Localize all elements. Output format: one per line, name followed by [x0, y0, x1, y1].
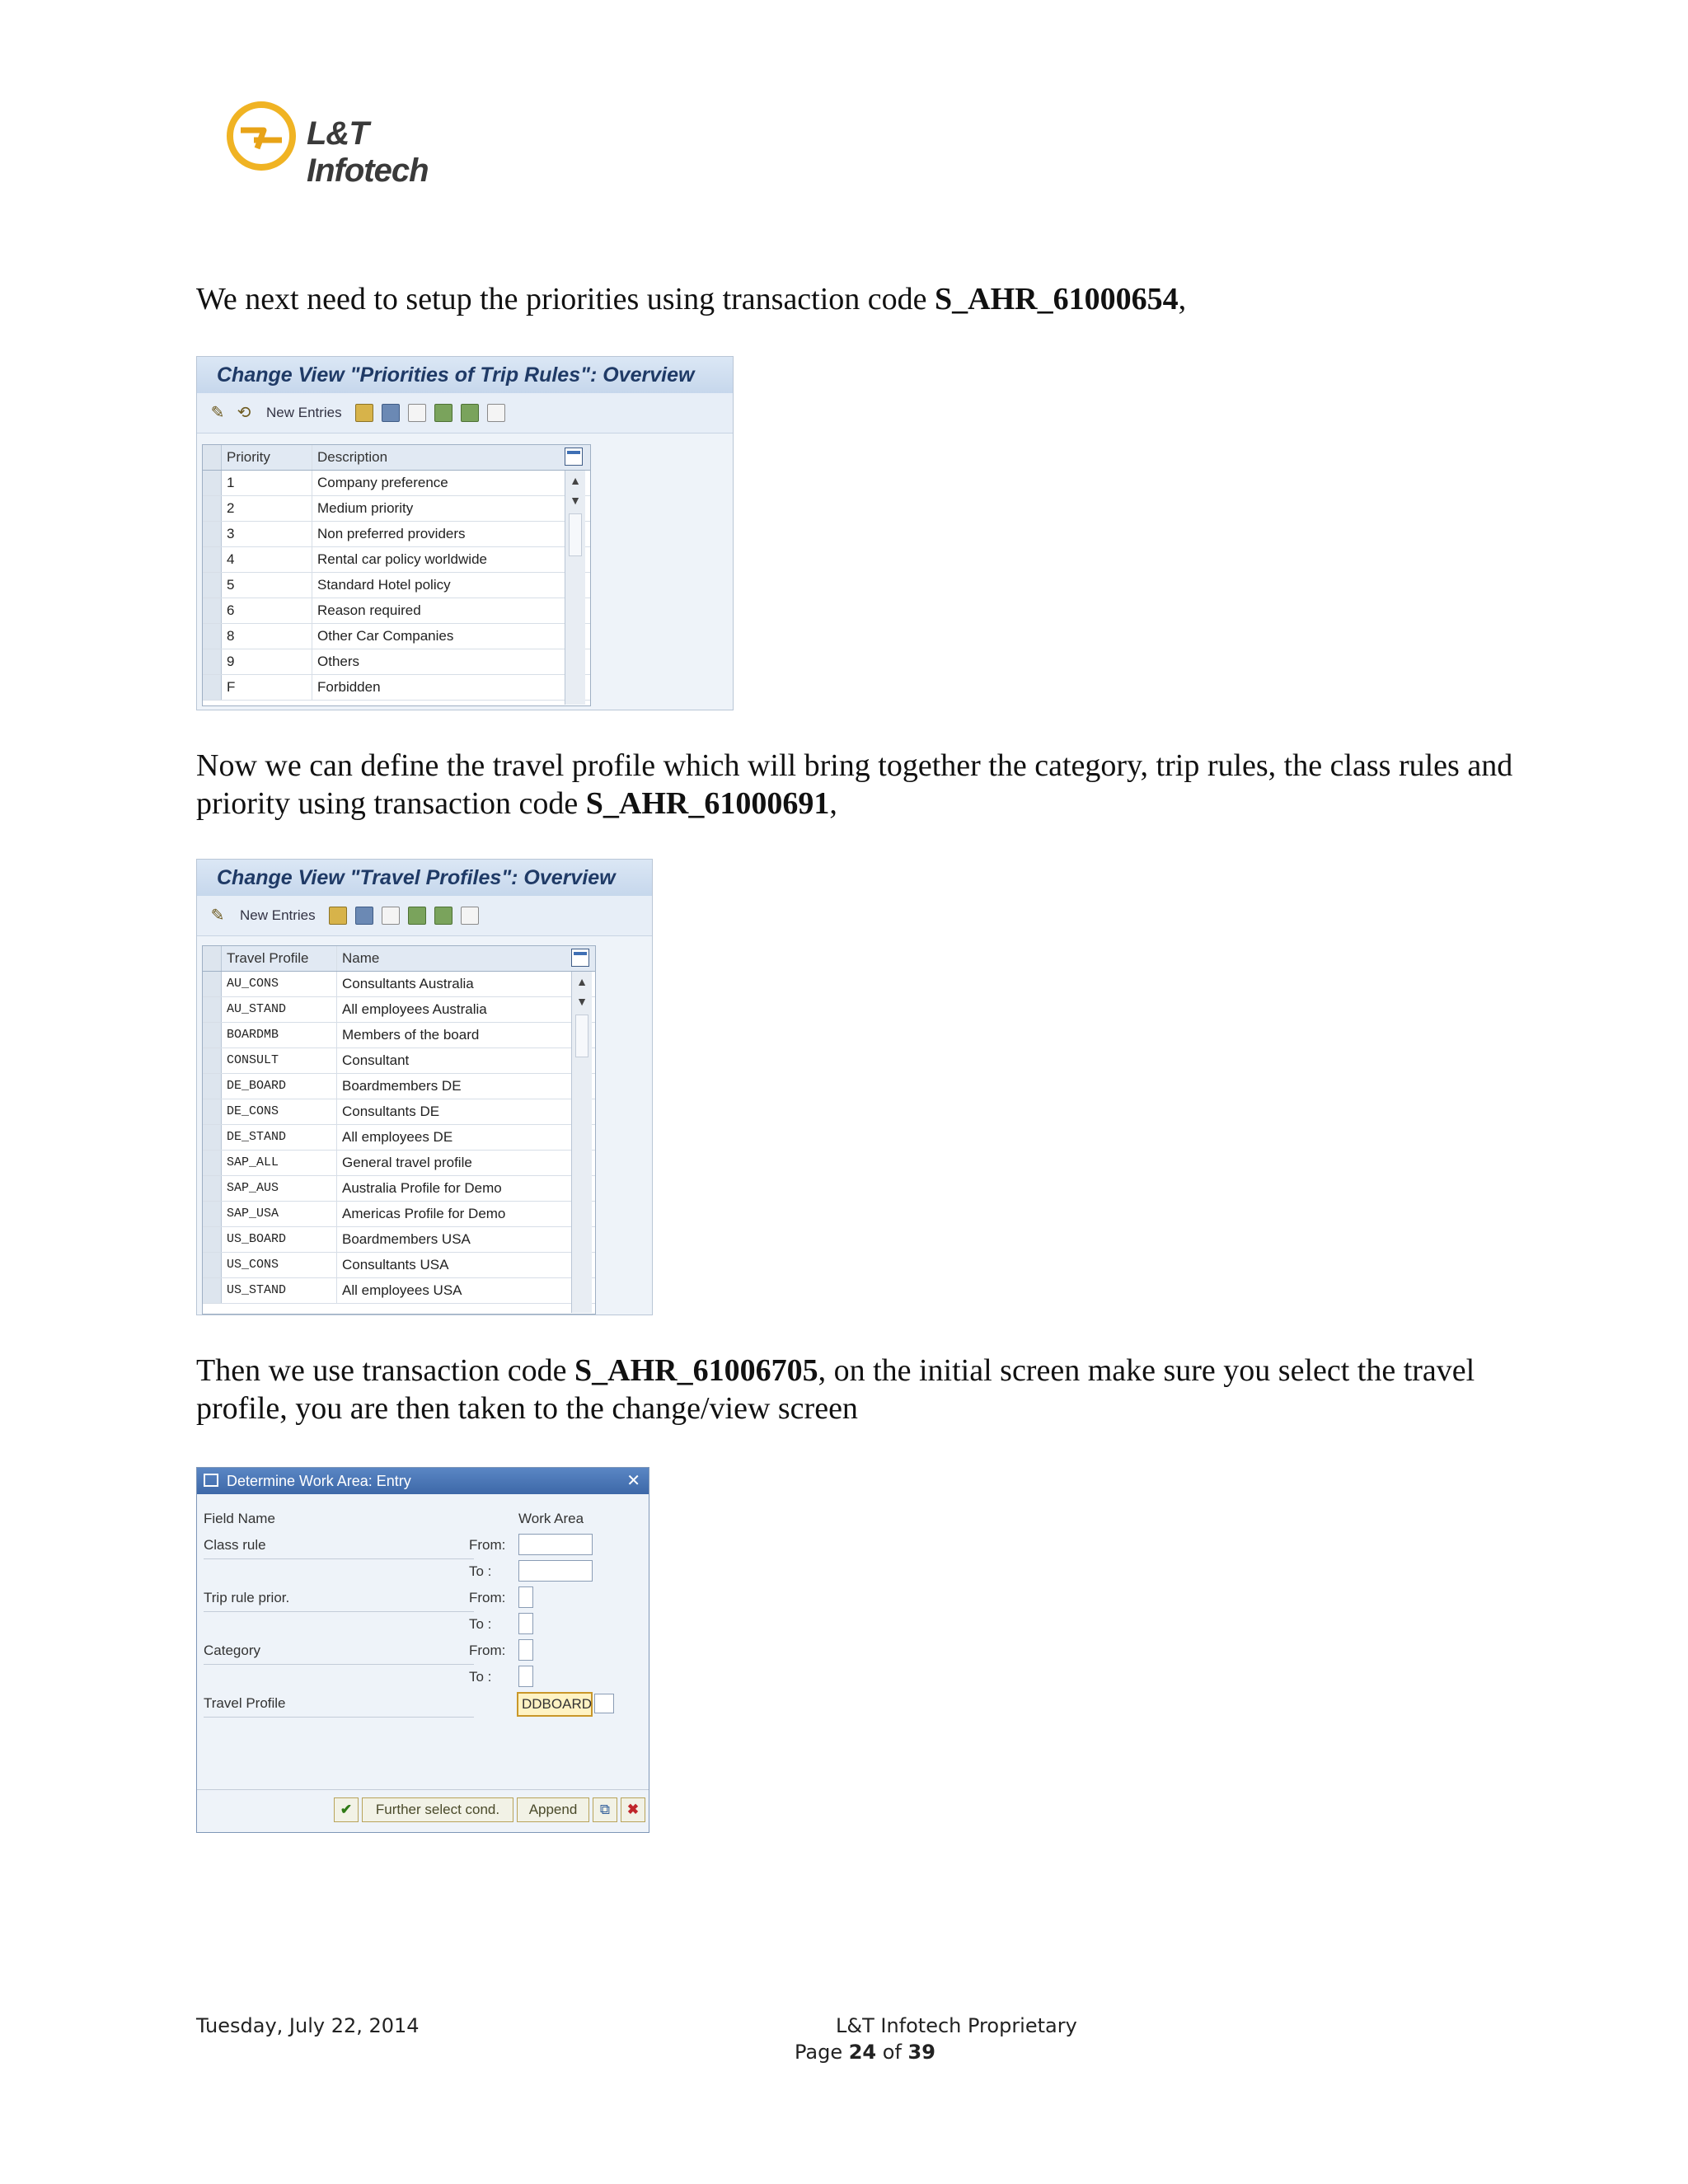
- row-selector[interactable]: [203, 1023, 222, 1047]
- table-cell-key: US_STAND: [222, 1278, 337, 1303]
- column-settings-icon[interactable]: [571, 949, 589, 967]
- table-cell-key: US_CONS: [222, 1253, 337, 1277]
- table-row[interactable]: [203, 675, 590, 701]
- table-row[interactable]: [203, 1125, 595, 1151]
- table-scrollbar[interactable]: [565, 471, 585, 705]
- new-entries-button[interactable]: New Entries: [240, 907, 316, 923]
- multiple-selection-icon[interactable]: [594, 1694, 614, 1713]
- table-cell-text: Australia Profile for Demo: [342, 1180, 502, 1196]
- new-entries-button[interactable]: New Entries: [266, 405, 342, 420]
- table-cell-key: 1: [222, 471, 312, 495]
- delete-icon[interactable]: [355, 907, 373, 925]
- row-selector[interactable]: [203, 598, 222, 623]
- screen-title: Change View "Travel Profiles": Overview: [197, 860, 652, 896]
- table-cell-text: All employees Australia: [342, 1001, 487, 1017]
- table-cell-text: Boardmembers USA: [342, 1231, 471, 1247]
- from-label: From:: [469, 1590, 506, 1605]
- paragraph-work-area: [196, 1352, 1531, 1427]
- divider: [204, 1717, 474, 1718]
- table-cell-key: 4: [222, 547, 312, 572]
- paragraph-text: , on the initial screen make sure you select the travel profile, you are then taken to the change/view screen: [196, 1353, 1475, 1426]
- determine-work-area-dialog: [196, 1467, 649, 1833]
- select-block-icon[interactable]: [434, 907, 452, 925]
- table-body: [203, 471, 590, 701]
- table-row[interactable]: [203, 1023, 595, 1048]
- table-cell-text: Standard Hotel policy: [317, 577, 451, 593]
- table-row[interactable]: [203, 522, 590, 547]
- class-rule-label: Class rule: [204, 1537, 266, 1553]
- row-selector[interactable]: [203, 471, 222, 495]
- travel-profile-label: Travel Profile: [204, 1695, 286, 1711]
- table-cell-key: BOARDMB: [222, 1023, 337, 1047]
- table-header: [203, 946, 595, 972]
- class-rule-to-input[interactable]: [518, 1560, 593, 1582]
- cancel-icon[interactable]: ✖: [621, 1797, 645, 1822]
- travel-profile-input[interactable]: DDBOARD: [517, 1692, 593, 1717]
- row-selector[interactable]: [203, 675, 222, 700]
- table-cell-key: AU_CONS: [222, 972, 337, 996]
- table-cell-text: Members of the board: [342, 1027, 480, 1043]
- toolbar: [197, 896, 652, 936]
- table-cell-key: 5: [222, 573, 312, 598]
- to-label: To :: [469, 1616, 492, 1632]
- table-row[interactable]: [203, 1099, 595, 1125]
- page-prefix: Page: [795, 2041, 849, 2064]
- category-label: Category: [204, 1643, 260, 1658]
- copy-icon[interactable]: [329, 907, 347, 925]
- table-row[interactable]: [203, 1151, 595, 1176]
- paragraph-text: Now we can define the travel profile which will bring together the category, trip rules, the class rules and priority using transaction code: [196, 748, 1513, 821]
- paragraph-travel-profiles: [196, 747, 1531, 823]
- table-row[interactable]: [203, 1176, 595, 1202]
- row-selector[interactable]: [203, 522, 222, 546]
- trip-rule-prior-label: Trip rule prior.: [204, 1590, 290, 1605]
- table-cell-key: 8: [222, 624, 312, 649]
- table-row[interactable]: [203, 598, 590, 624]
- page-current: 24: [848, 2041, 877, 2064]
- append-button[interactable]: Append: [517, 1797, 589, 1822]
- table-row[interactable]: [203, 471, 590, 496]
- table-cell-text: Consultant: [342, 1052, 410, 1068]
- divider: [204, 1611, 474, 1612]
- priorities-table: [202, 444, 591, 706]
- table-cell-key: 6: [222, 598, 312, 623]
- table-cell-key: SAP_AUS: [222, 1176, 337, 1201]
- dialog-window-icon: [204, 1474, 218, 1487]
- footer-date: Tuesday, July 22, 2014: [196, 2014, 420, 2037]
- row-selector[interactable]: [203, 649, 222, 674]
- scroll-thumb[interactable]: [569, 513, 582, 556]
- dialog-title: Determine Work Area: Entry: [227, 1473, 411, 1489]
- new-entries-icon[interactable]: ⧉: [593, 1797, 617, 1822]
- row-selector[interactable]: [203, 496, 222, 521]
- table-row[interactable]: [203, 1074, 595, 1099]
- column-header-priority: Priority: [222, 445, 312, 470]
- from-label: From:: [469, 1643, 506, 1658]
- page-of: of: [876, 2041, 908, 2064]
- row-selector[interactable]: [203, 1125, 222, 1150]
- paragraph-text: ,: [829, 786, 837, 821]
- sap-screen-travel-profiles: [196, 859, 653, 1315]
- table-cell-text: Non preferred providers: [317, 526, 466, 541]
- table-cell-key: DE_STAND: [222, 1125, 337, 1150]
- table-cell-text: Rental car policy worldwide: [317, 551, 487, 567]
- table-cell-text: Boardmembers DE: [342, 1078, 462, 1094]
- row-selector[interactable]: [203, 1278, 222, 1303]
- table-row[interactable]: [203, 649, 590, 675]
- table-cell-text: Forbidden: [317, 679, 381, 695]
- row-selector[interactable]: [203, 972, 222, 996]
- work-area-header: Work Area: [518, 1511, 584, 1526]
- sap-screen-priorities: [196, 356, 734, 710]
- table-row[interactable]: [203, 624, 590, 649]
- row-selector[interactable]: [203, 1048, 222, 1073]
- paragraph-text: Then we use transaction code: [196, 1353, 574, 1388]
- table-cell-text: Other Car Companies: [317, 628, 454, 644]
- travel-profiles-table: [202, 945, 596, 1315]
- trip-rule-prior-from-input[interactable]: [518, 1586, 533, 1608]
- table-cell-text: Medium priority: [317, 500, 414, 516]
- row-selector[interactable]: [203, 1202, 222, 1226]
- column-header-name: Name: [342, 950, 380, 966]
- company-logo: [224, 99, 496, 189]
- category-from-input[interactable]: [518, 1639, 533, 1661]
- table-row[interactable]: [203, 997, 595, 1023]
- category-to-input[interactable]: [518, 1666, 533, 1687]
- table-row[interactable]: [203, 1048, 595, 1074]
- table-row[interactable]: [203, 573, 590, 598]
- table-cell-text: All employees USA: [342, 1282, 462, 1298]
- table-cell-key: 9: [222, 649, 312, 674]
- row-selector[interactable]: [203, 1227, 222, 1252]
- footer-page-number: [795, 2041, 935, 2064]
- to-label: To :: [469, 1669, 492, 1685]
- table-cell-text: Consultants USA: [342, 1257, 449, 1272]
- table-cell-text: Reason required: [317, 602, 421, 618]
- table-row[interactable]: [203, 1227, 595, 1253]
- table-cell-text: All employees DE: [342, 1129, 453, 1145]
- deselect-all-icon[interactable]: [461, 907, 479, 925]
- dialog-titlebar: [197, 1468, 649, 1494]
- table-cell-key: 3: [222, 522, 312, 546]
- table-cell-text: Others: [317, 654, 360, 669]
- footer-divider: [197, 1789, 649, 1790]
- row-selector[interactable]: [203, 573, 222, 598]
- screen-title: Change View "Priorities of Trip Rules": Overview: [197, 357, 733, 393]
- table-cell-text: Americas Profile for Demo: [342, 1206, 506, 1221]
- scroll-thumb[interactable]: [575, 1015, 588, 1057]
- footer-proprietary: L&T Infotech Proprietary: [836, 2014, 1077, 2037]
- divider: [204, 1664, 474, 1665]
- column-settings-icon[interactable]: [565, 448, 583, 466]
- row-selector-header: [203, 946, 222, 971]
- scroll-up-icon[interactable]: ▲: [570, 474, 581, 487]
- table-cell-text: Consultants DE: [342, 1104, 440, 1119]
- page-total: 39: [907, 2041, 935, 2064]
- table-row[interactable]: [203, 972, 595, 997]
- scroll-down-icon[interactable]: ▼: [570, 494, 581, 507]
- field-name-header: Field Name: [204, 1511, 275, 1526]
- row-selector-header: [203, 445, 222, 470]
- table-row[interactable]: [203, 1253, 595, 1278]
- toolbar: [197, 393, 733, 434]
- row-selector[interactable]: [203, 624, 222, 649]
- trip-rule-prior-to-input[interactable]: [518, 1613, 533, 1634]
- scroll-down-icon[interactable]: ▼: [576, 995, 588, 1008]
- paragraph-priorities: [196, 280, 1531, 318]
- table-cell-key: CONSULT: [222, 1048, 337, 1073]
- row-selector[interactable]: [203, 1253, 222, 1277]
- table-cell-key: DE_CONS: [222, 1099, 337, 1124]
- table-cell-key: F: [222, 675, 312, 700]
- paragraph-text: We next need to setup the priorities using transaction code: [196, 282, 935, 316]
- row-selector[interactable]: [203, 1074, 222, 1099]
- from-label: From:: [469, 1537, 506, 1553]
- undo-icon[interactable]: [408, 404, 426, 422]
- row-selector[interactable]: [203, 1099, 222, 1124]
- display-change-icon[interactable]: ⟲: [237, 404, 251, 422]
- row-selector[interactable]: [203, 1151, 222, 1175]
- table-row[interactable]: [203, 1278, 595, 1304]
- row-selector[interactable]: [203, 997, 222, 1022]
- divider: [204, 1558, 474, 1559]
- undo-icon[interactable]: [382, 907, 400, 925]
- lt-logo-icon: [224, 99, 298, 173]
- paragraph-text: ,: [1178, 282, 1187, 316]
- table-cell-text: Company preference: [317, 475, 448, 490]
- table-cell-key: 2: [222, 496, 312, 521]
- execute-checkmark-button[interactable]: ✔: [334, 1797, 359, 1822]
- row-selector[interactable]: [203, 547, 222, 572]
- table-scrollbar[interactable]: [571, 972, 592, 1313]
- logo-text: L&T Infotech: [307, 115, 429, 189]
- select-all-icon[interactable]: [408, 907, 426, 925]
- transaction-code: S_AHR_61000691: [585, 786, 830, 821]
- row-selector[interactable]: [203, 1176, 222, 1201]
- transaction-code: S_AHR_61006705: [574, 1353, 818, 1388]
- table-body: [203, 972, 595, 1304]
- table-cell-key: AU_STAND: [222, 997, 337, 1022]
- column-header-travel-profile: Travel Profile: [222, 946, 337, 971]
- table-cell-key: SAP_ALL: [222, 1151, 337, 1175]
- delete-icon[interactable]: [382, 404, 400, 422]
- further-select-cond-button[interactable]: Further select cond.: [362, 1797, 513, 1822]
- transaction-code: S_AHR_61000654: [935, 282, 1179, 316]
- close-icon[interactable]: ✕: [626, 1472, 640, 1490]
- edit-icon[interactable]: ✎: [210, 404, 225, 422]
- edit-icon[interactable]: ✎: [210, 907, 225, 925]
- table-cell-key: US_BOARD: [222, 1227, 337, 1252]
- table-cell-text: Consultants Australia: [342, 976, 474, 991]
- copy-icon[interactable]: [355, 404, 373, 422]
- table-cell-text: General travel profile: [342, 1155, 472, 1170]
- table-cell-key: SAP_USA: [222, 1202, 337, 1226]
- class-rule-from-input[interactable]: [518, 1534, 593, 1555]
- table-header: [203, 445, 590, 471]
- select-block-icon[interactable]: [461, 404, 479, 422]
- table-row[interactable]: [203, 1202, 595, 1227]
- to-label: To :: [469, 1563, 492, 1579]
- scroll-up-icon[interactable]: ▲: [576, 975, 588, 988]
- select-all-icon[interactable]: [434, 404, 452, 422]
- table-cell-key: DE_BOARD: [222, 1074, 337, 1099]
- table-row[interactable]: [203, 496, 590, 522]
- deselect-all-icon[interactable]: [487, 404, 505, 422]
- column-header-description: Description: [317, 449, 388, 465]
- table-row[interactable]: [203, 547, 590, 573]
